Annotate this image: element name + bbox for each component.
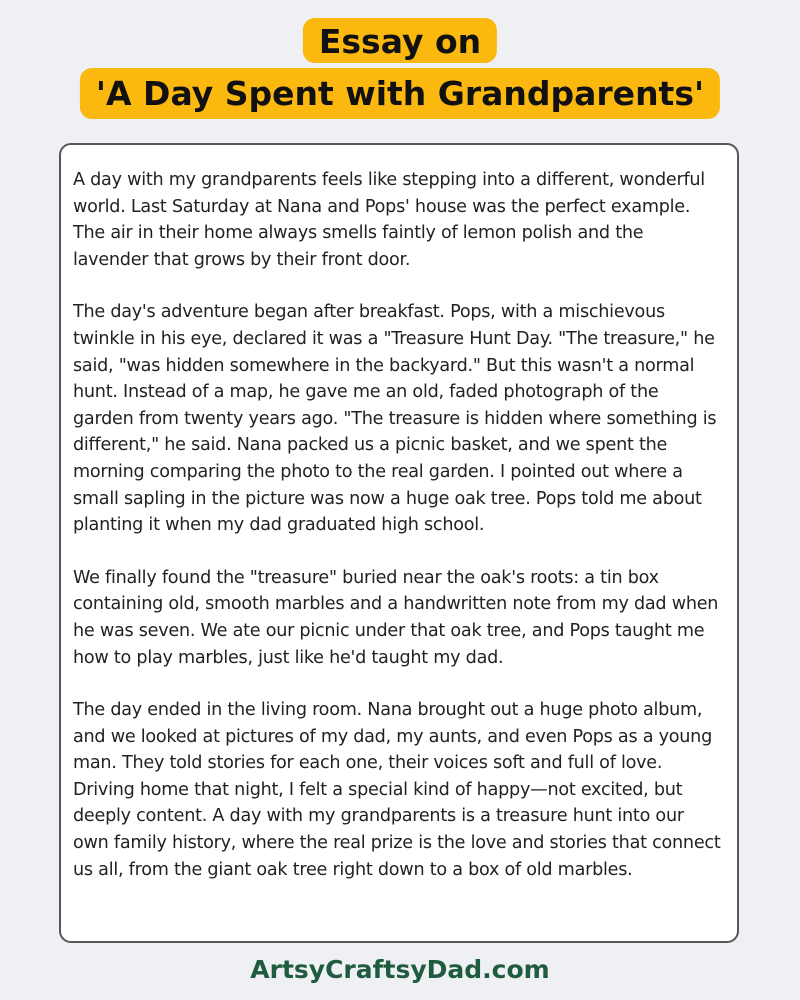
essay-body: [59, 143, 739, 943]
title-line-1: Essay on: [303, 18, 497, 63]
essay-paragraph-3: We finally found the "treasure" buried near the oak's roots: a tin box containing old, smooth marbles and a handwritten note from my dad when he was seven. We ate our picnic under that oak tree, and Pops taught me how to play marbles, just like he'd taught my dad.: [73, 567, 719, 668]
essay-paragraph-4: The day ended in the living room. Nana brought out a huge photo album, and we looked at pictures of my dad, my aunts, and even Pops as a young man. They told stories for each one, their voices soft and full of love. Driving home that night, I felt a special kind of happy—not excited, but deeply content. A day with my grandparents is a treasure hunt into our own family history, where the real prize is the love and stories that connect us all, from the giant oak tree right down to a box of old marbles.: [73, 700, 721, 880]
essay-paragraph-2: The day's adventure began after breakfast. Pops, with a mischievous twinkle in his eye, declared it was a "Treasure Hunt Day. "The treasure," he said, "was hidden somewhere in the backyard." But this wasn't a normal hunt. Instead of a map, he gave me an old, faded photograph of the garden from twenty years ago. "The treasure is hidden where something is different," he said. Nana packed us a picnic basket, and we spent the morning comparing the photo to the real garden. I pointed out where a small sapling in the picture was now a huge oak tree. Pops told me about planting it when my dad graduated high school.: [73, 302, 717, 536]
title-line-2: 'A Day Spent with Grandparents': [80, 68, 720, 119]
site-footer-link[interactable]: ArtsyCraftsyDad.com: [250, 955, 550, 984]
essay-paragraph-1: A day with my grandparents feels like stepping into a different, wonderful world. Last Saturday at Nana and Pops' house was the perfect example. The air in their home always smells faintly of lemon polish and the lavender that grows by their front door.: [73, 170, 705, 270]
